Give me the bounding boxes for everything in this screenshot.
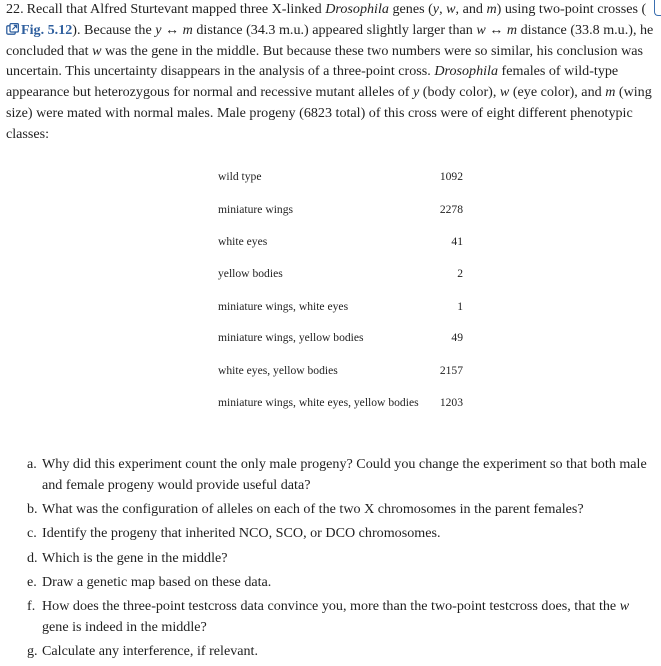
sub-question-c xyxy=(27,523,652,544)
sub-questions xyxy=(27,454,652,666)
progeny-count: 2 xyxy=(457,266,463,280)
sub-question-text: Identify the progeny that inherited NCO, SCO, or DCO chromosomes. xyxy=(42,525,441,542)
figure-link[interactable] xyxy=(6,22,72,38)
phenotype-label: miniature wings xyxy=(218,202,294,216)
sub-question-text: What was the configuration of alleles on each of the two X chromosomes in the parent females? xyxy=(42,501,584,518)
sub-question-text: Calculate any interference, if relevant. xyxy=(42,643,258,660)
problem-statement: 22. Recall that Alfred Sturtevant mapped three X-linked Drosophila genes (y, w, and m) using two-point crosses (Fig. 5.12). Because the y ↔ m distance (34.3 m.u.) appeared slightly larger than w ↔ m distance (33.8 m.u.), he concluded that w was the gene in the middle. But because these two numbers were so similar, his conclusion was uncertain. This uncertainty disappears in the analysis of a three-point cross. Drosophila females of wild-type appearance but heterozygous for normal and recessive mutant alleles of y (body color), w (eye color), and m (wing size) were mated with normal males. Male progeny (6823 total) of this cross were of eight different phenotypic classes: xyxy=(6,1,654,142)
progeny-count: 41 xyxy=(451,235,463,248)
phenotype-label: miniature wings, white eyes xyxy=(218,299,349,313)
question-number: 22. xyxy=(6,1,24,17)
sub-question-letter: a. xyxy=(27,456,37,472)
sub-question-letter: b. xyxy=(27,501,38,518)
table-row xyxy=(218,170,463,190)
sub-question-text: Which is the gene in the middle? xyxy=(42,549,228,566)
sub-question-letter: e. xyxy=(27,573,37,590)
margin-bracket xyxy=(654,0,661,16)
sub-question-letter: f. xyxy=(27,598,36,615)
sub-question-text: How does the three-point testcross data convince you, more than the two-point testcross does, that the w gene is indeed in the middle? xyxy=(42,598,630,636)
phenotype-label: white eyes, yellow bodies xyxy=(218,364,338,377)
progeny-count: 1092 xyxy=(439,170,463,183)
phenotype-label: white eyes xyxy=(218,235,268,248)
table-row xyxy=(218,396,463,416)
sub-question-text: Why did this experiment count the only male progeny? Could you change the experiment so that both male and female progeny would provide useful data? xyxy=(42,456,647,493)
phenotype-label: wild type xyxy=(218,170,262,183)
phenotype-label: yellow bodies xyxy=(218,266,283,280)
table-row xyxy=(218,300,463,320)
phenotype-label: miniature wings, yellow bodies xyxy=(218,331,364,344)
progeny-count: 49 xyxy=(451,331,463,344)
sub-question-b xyxy=(27,499,652,520)
sub-question-letter: d. xyxy=(27,549,38,566)
sub-question-e xyxy=(27,572,652,593)
external-link-icon xyxy=(6,23,19,35)
progeny-count: 2157 xyxy=(439,364,463,377)
table-row xyxy=(218,267,463,287)
sub-question-d xyxy=(27,548,652,569)
table-row xyxy=(218,364,463,384)
sub-question-a xyxy=(27,454,652,496)
sub-question-text: Draw a genetic map based on these data. xyxy=(42,573,272,590)
table-row xyxy=(218,235,463,255)
progeny-count: 1 xyxy=(457,299,463,313)
figure-link-label: Fig. 5.12 xyxy=(21,21,73,38)
table-row xyxy=(218,203,463,223)
phenotype-label: miniature wings, white eyes, yellow bodies xyxy=(218,396,419,409)
sub-question-f xyxy=(27,596,652,638)
sub-question-g xyxy=(27,641,652,662)
progeny-count: 1203 xyxy=(439,396,463,409)
sub-question-letter: g. xyxy=(27,643,38,660)
sub-question-letter: c. xyxy=(27,525,37,542)
table-row xyxy=(218,331,463,351)
progeny-count: 2278 xyxy=(439,202,463,216)
